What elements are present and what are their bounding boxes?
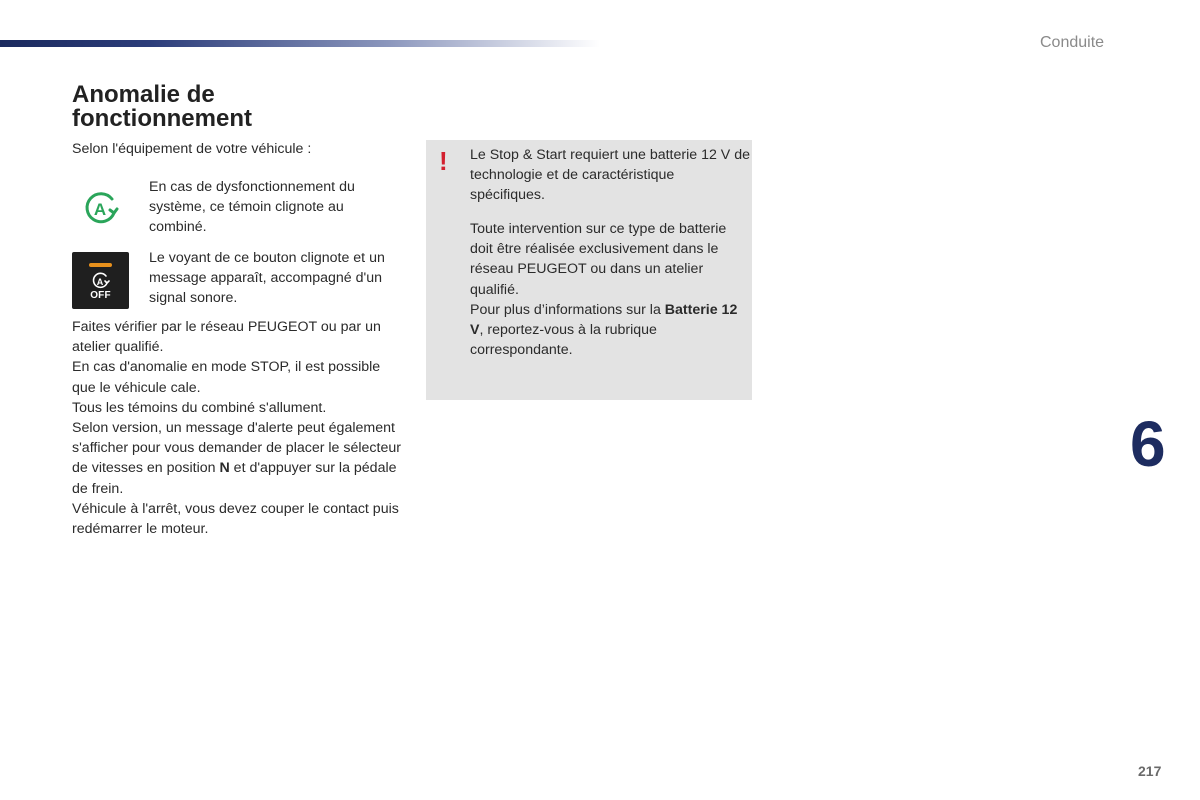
- warning-light-description: En cas de dysfonctionnement du système, ce témoin clignote au combiné.: [149, 179, 355, 236]
- stop-start-warning-icon: [82, 191, 120, 227]
- svg-text:A: A: [96, 277, 104, 287]
- warning-paragraph: Le Stop & Start requiert une batterie 12 V de technologie et de caractéristique spécifiques.: [470, 147, 750, 204]
- exclamation-icon: !: [439, 146, 448, 176]
- icon-letter: A: [93, 200, 107, 219]
- body-line: Selon version, un message d'alerte peut également s'afficher pour vous demander de placer le sélecteur de vitesses en position N et d'appuyer sur la pédale de frein.: [72, 420, 401, 497]
- body-line: Tous les témoins du combiné s'allument.: [72, 399, 327, 416]
- body-line: Faites vérifier par le réseau PEUGEOT ou par un atelier qualifié.: [72, 319, 381, 356]
- warning-box: [426, 140, 752, 400]
- body-line: En cas d'anomalie en mode STOP, il est possible que le véhicule cale.: [72, 359, 381, 396]
- stop-start-off-button: [72, 252, 129, 309]
- page-number: 217: [1138, 763, 1162, 779]
- header-accent-bar: [0, 40, 600, 47]
- off-label: OFF: [90, 290, 111, 301]
- button-description: Le voyant de ce bouton clignote et un message apparaît, accompagné d'un signal sonore.: [149, 250, 385, 307]
- button-led: [89, 263, 112, 267]
- body-line: Véhicule à l'arrêt, vous devez couper le contact puis redémarrer le moteur.: [72, 500, 399, 538]
- body-text: [72, 317, 402, 539]
- battery-reference: Batterie 12 V: [470, 301, 738, 339]
- warning-paragraph: Toute intervention sur ce type de batterie doit être réalisée exclusivement dans le réseau PEUGEOT ou dans un atelier qualifié. Pour plus d’informations sur la Batterie 12 V, reportez-vous à la rubrique correspondante.: [470, 221, 738, 359]
- section-header: Conduite: [1040, 34, 1105, 51]
- stop-start-button-icon: [90, 272, 111, 290]
- intro-text: Selon l'équipement de votre véhicule :: [72, 141, 312, 157]
- chapter-number: 6: [1130, 408, 1166, 480]
- page-title: Anomalie de fonctionnement: [72, 81, 252, 132]
- gear-position-n: N: [219, 460, 230, 477]
